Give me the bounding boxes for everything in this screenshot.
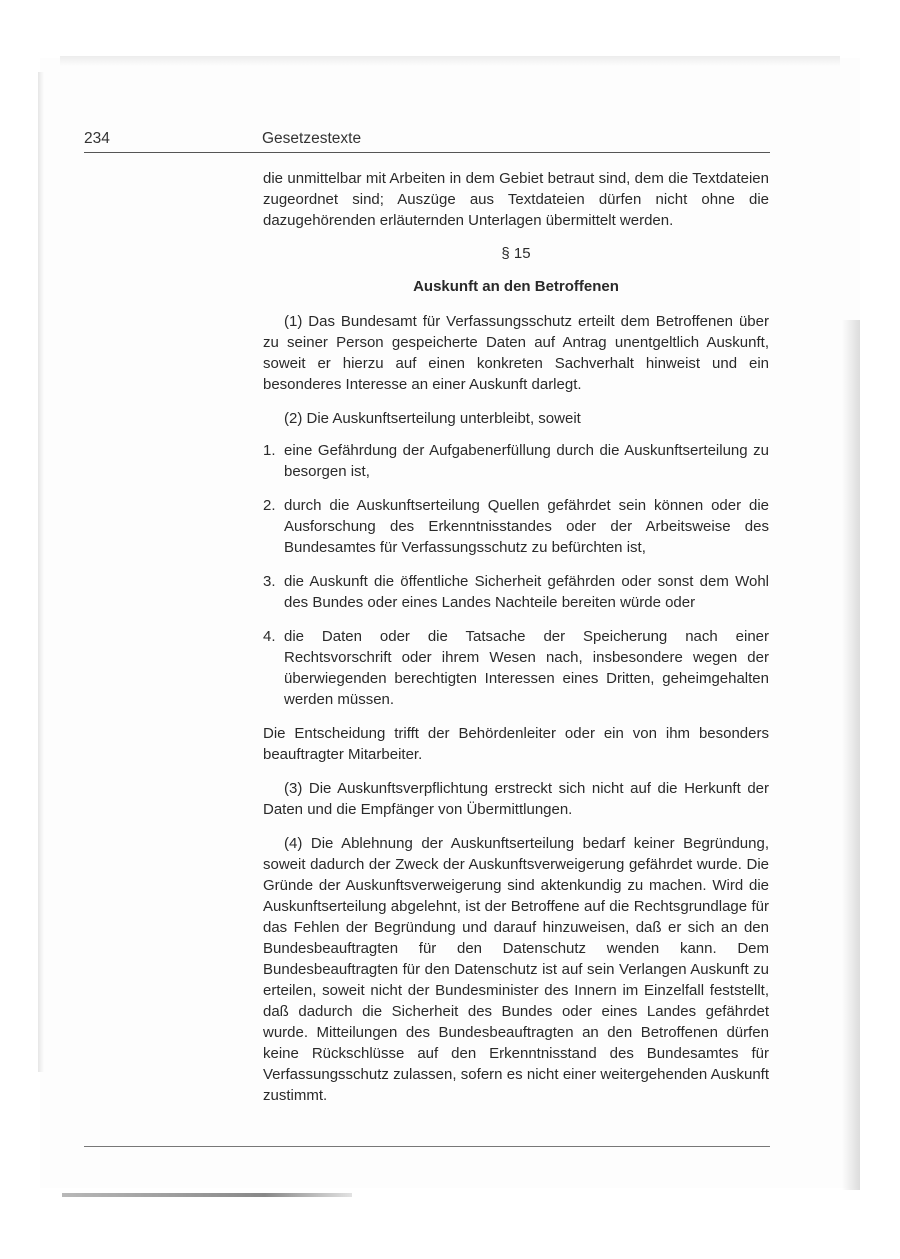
list-item-text: die Auskunft die öffentliche Sicherheit gefährden oder sonst dem Wohl des Bundes oder eines Landes Nachteile bereiten würde oder <box>284 573 769 611</box>
list-item <box>263 440 769 482</box>
intro-paragraph: die unmittelbar mit Arbeiten in dem Gebiet betraut sind, dem die Textdateien zugeordnet sind; Auszüge aus Textdateien dürfen nicht ohne die dazugehörenden erläuternden Unterlagen übermittelt werden. <box>263 170 769 229</box>
list-item-text: die Daten oder die Tatsache der Speicherung nach einer Rechtsvorschrift oder ihrem Wesen nach, insbesondere wegen der überwiegenden berechtigten Interessen eines Dritten, geheimgehalten werden müssen. <box>284 628 769 708</box>
footer-rule <box>84 1146 770 1147</box>
list-item-number: 2. <box>263 497 276 514</box>
paragraph-1: (1) Das Bundesamt für Verfassungsschutz erteilt dem Betroffenen über zu seiner Person gespeicherte Daten auf Antrag unentgeltlich Auskunft, soweit er hierzu auf einen konkreten Sachverhalt hinweist und ein besonderes Interesse an einer Auskunft darlegt. <box>263 313 769 393</box>
paragraph-2: (2) Die Auskunftserteilung unterbleibt, soweit <box>284 410 581 427</box>
list-item-number: 3. <box>263 573 276 590</box>
list-item-text: durch die Auskunftserteilung Quellen gefährdet sein können oder die Ausforschung des Erkenntnisstandes oder der Arbeitsweise des Bundesamtes für Verfassungsschutz zu befürchten ist, <box>284 497 769 556</box>
paragraph-2-closing: Die Entscheidung trifft der Behördenleiter oder ein von ihm besonders beauftragter Mitarbeiter. <box>263 725 769 763</box>
list-item-number: 4. <box>263 628 276 645</box>
list-item-text: eine Gefährdung der Aufgabenerfüllung durch die Auskunftserteilung zu besorgen ist, <box>284 442 769 480</box>
scan-edge-stripe <box>62 1193 352 1197</box>
list-item <box>263 626 769 710</box>
scan-shadow-top <box>60 56 840 66</box>
paragraph-2-list <box>263 440 769 710</box>
list-item <box>263 571 769 613</box>
paragraph-4: (4) Die Ablehnung der Auskunftserteilung bedarf keiner Begründung, soweit dadurch der Zweck der Auskunftsverweigerung gefährdet wurde. Die Gründe der Auskunftsverweigerung sind aktenkundig zu machen. Wird die Auskunftserteilung abgelehnt, ist der Betroffene auf die Rechtsgrundlage für das Fehlen der Begründung und darauf hinzuweisen, daß er sich an den Bundesbeauftragten für den Datenschutz wenden kann. Dem Bundesbeauftragten für den Datenschutz ist auf sein Verlangen Auskunft zu erteilen, soweit nicht der Bundesminister des Innern im Einzelfall feststellt, daß dadurch die Sicherheit des Bundes oder eines Landes gefährdet wurde. Mitteilungen des Bundesbeauftragten an den Betroffenen dürfen keine Rückschlüsse auf den Erkenntnisstand des Bundesamtes für Verfassungsschutz zulassen, sofern es nicht einer weitergehenden Auskunft zustimmt. <box>263 835 769 1104</box>
page-number: 234 <box>84 130 110 147</box>
list-item-number: 1. <box>263 442 276 459</box>
scan-shadow-right <box>842 320 860 1190</box>
list-item <box>263 495 769 558</box>
section-title: Auskunft an den Betroffenen <box>413 278 619 295</box>
page-header <box>84 128 770 153</box>
scan-shadow-left <box>38 72 44 1072</box>
section-number: § 15 <box>501 245 531 262</box>
page-body <box>263 168 769 1106</box>
running-title: Gesetzestexte <box>262 130 362 147</box>
paragraph-3: (3) Die Auskunftsverpflichtung erstreckt sich nicht auf die Herkunft der Daten und die Empfänger von Übermittlungen. <box>263 780 769 818</box>
